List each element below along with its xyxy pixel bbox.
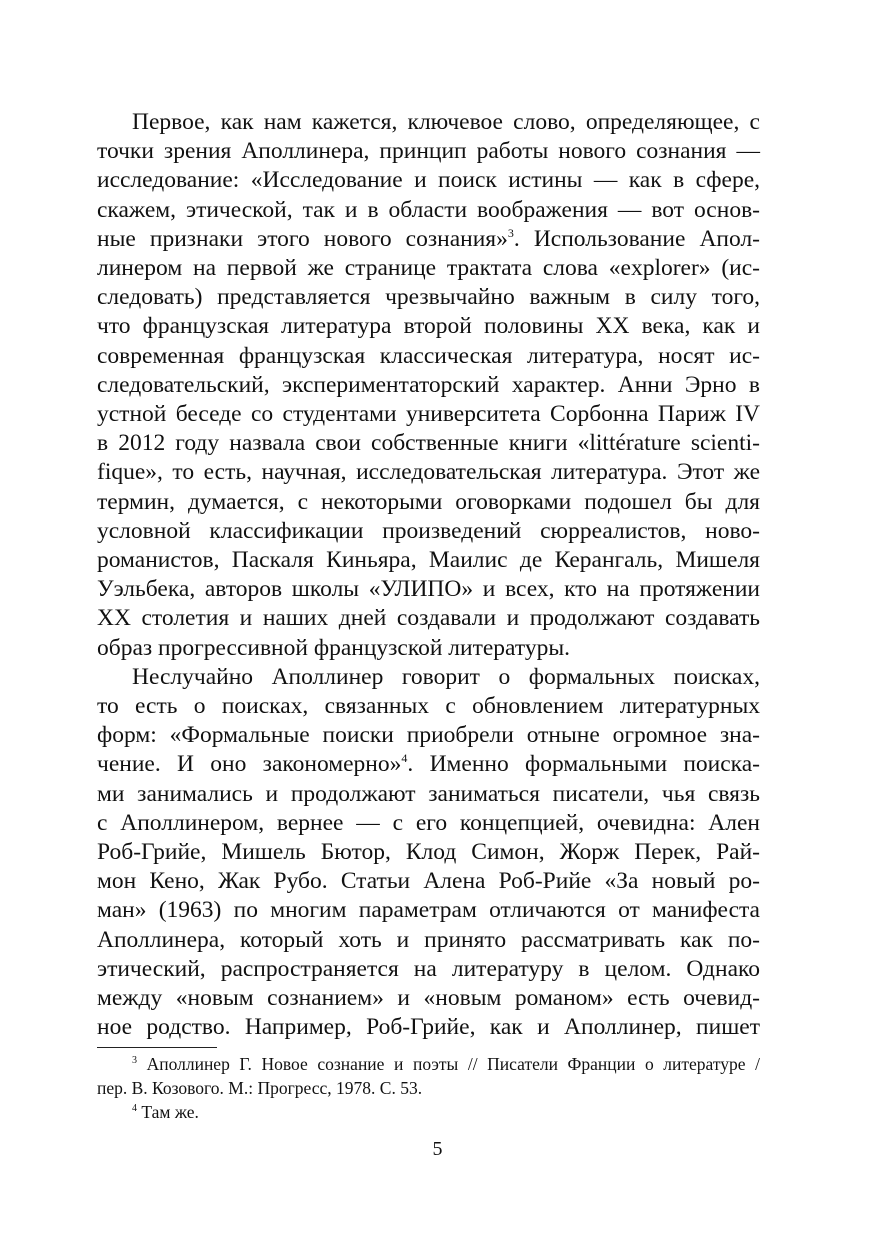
text-line-part: . Использование Апол-: [513, 225, 760, 252]
footnote-text: Аполлинер Г. Новое сознание и поэты // Писатели Франции о литературе /: [137, 1054, 760, 1074]
text-line: мон Кено, Жак Рубо. Статьи Алена Роб-Рийе «За новый ро-: [97, 868, 760, 895]
footnote-ref-3[interactable]: 3: [507, 225, 514, 240]
text-line-part: . Именно формальными поиска-: [407, 751, 760, 778]
text-line: точки зрения Аполлинера, принцип работы нового сознания —: [97, 138, 760, 165]
text-line: следовательский, экспериментаторский характер. Анни Эрно в: [97, 371, 760, 398]
footnote-text: Там же.: [137, 1102, 199, 1122]
text-line: условной классификации произведений сюрреалистов, ново-: [97, 517, 760, 544]
text-line: fique», то есть, научная, исследовательская литература. Этот же: [97, 459, 760, 486]
footnote-separator: [97, 1047, 217, 1048]
text-line: с Аполлинером, вернее — с его концепцией, очевидна: Ален: [97, 809, 760, 836]
page-number: 5: [432, 1138, 443, 1160]
text-line: образ прогрессивной французской литературы.: [97, 634, 570, 661]
text-line: следовать) представляется чрезвычайно важным в силу того,: [97, 284, 760, 311]
text-line: Неслучайно Аполлинер говорит о формальных поисках,: [132, 663, 760, 690]
text-line: этический, распространяется на литературу в целом. Однако: [97, 955, 760, 982]
text-line: Уэльбека, авторов школы «УЛИПО» и всех, кто на протяжении: [97, 576, 760, 603]
text-line-part: ные признаки этого нового сознания»: [97, 225, 508, 252]
footnote-number: 4: [132, 1103, 137, 1115]
text-line: что французская литература второй половины XX века, как и: [97, 313, 760, 340]
text-line: устной беседе со студентами университета Сорбонна Париж IV: [97, 401, 760, 428]
text-line: в 2012 году назвала свои собственные книги «littérature scienti-: [97, 430, 760, 457]
text-line: линером на первой же странице трактата слова «explorer» (ис-: [97, 255, 760, 282]
text-line: [97, 225, 760, 254]
text-line: между «новым сознанием» и «новым романом» есть очевид-: [97, 985, 760, 1012]
footnotes: [97, 1052, 760, 1124]
text-line: термин, думается, с некоторыми оговорками подошел бы для: [97, 488, 760, 515]
text-line: романистов, Паскаля Киньяра, Маилис де Керангаль, Мишеля: [97, 547, 760, 574]
paragraph-1: [97, 108, 760, 663]
text-line: ное родство. Например, Роб-Грийе, как и Аполлинер, пишет: [97, 1014, 760, 1041]
footnote-number: 3: [132, 1055, 137, 1067]
text-line: форм: «Формальные поиски приобрели отныне огромное зна-: [97, 722, 760, 749]
text-line-part: чение. И оно закономерно»: [97, 751, 402, 778]
text-line: XX столетия и наших дней создавали и продолжают создавать: [97, 605, 760, 632]
paragraph-2: [97, 663, 760, 1043]
footnote-ref-4[interactable]: 4: [401, 751, 408, 766]
text-line: скажем, этической, так и в области воображения — вот основ-: [97, 196, 760, 223]
text-line: Первое, как нам кажется, ключевое слово, определяющее, с: [132, 109, 760, 135]
footnote-3-continuation: пер. В. Козового. М.: Прогресс, 1978. С. 53.: [97, 1078, 423, 1098]
text-line: то есть о поисках, связанных с обновлением литературных: [97, 693, 760, 720]
footnote-4: [97, 1100, 760, 1124]
main-text: [97, 108, 760, 1043]
footnote-3: [97, 1052, 760, 1076]
text-line: ми занимались и продолжают заниматься писатели, чья связь: [97, 780, 760, 807]
text-line: [97, 750, 760, 779]
text-line: современная французская классическая литература, носят ис-: [97, 342, 760, 369]
text-line: исследование: «Исследование и поиск истины — как в сфере,: [97, 167, 760, 194]
text-line: ман» (1963) по многим параметрам отличаются от манифеста: [97, 897, 760, 924]
text-line: Роб-Грийе, Мишель Бютор, Клод Симон, Жорж Перек, Рай-: [97, 839, 760, 866]
text-line: Аполлинера, который хоть и принято рассматривать как по-: [97, 926, 760, 953]
